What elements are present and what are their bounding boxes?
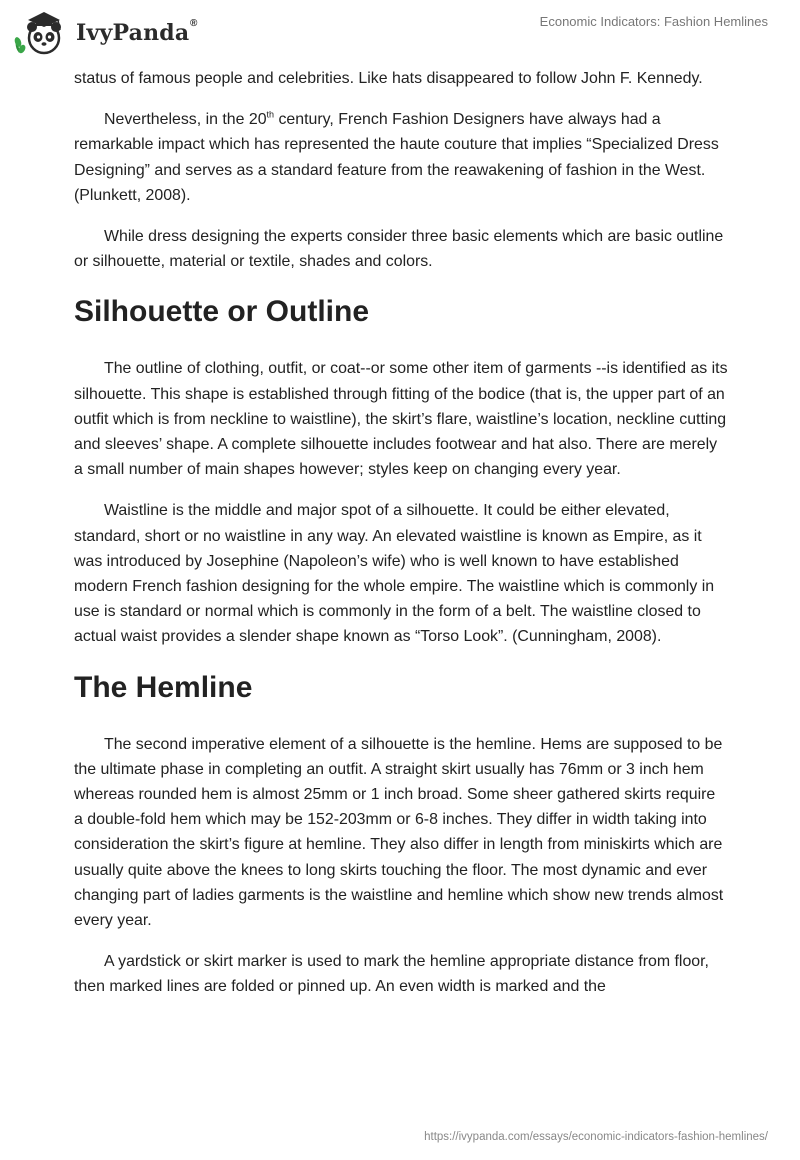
paragraph-text: Nevertheless, in the 20 [104,111,267,129]
paragraph-text: century, French Fashion Designers have always had a remarkable impact which has represented the haute couture that implies “Specialized Dress Designing” and serves as a standard feature from the reawakening of fashion in the West. (Plunkett, 2008). [74,111,719,204]
source-url-link[interactable]: https://ivypanda.com/essays/economic-indicators-fashion-hemlines/ [424,1131,768,1143]
paragraph: The second imperative element of a silhouette is the hemline. Hems are supposed to be the ultimate phase in completing an outfit. A straight skirt usually has 76mm or 3 inch hem whereas rounded hem is almost 25mm or 1 inch broad. Some sheer gathered skirts require a double-fold hem which may be 152-203mm or 6-8 inches. They differ in width taking into consideration the skirt’s figure at hemline. They also differ in length from miniskirts which are usually quite above the knees to long skirts touching the floor. The most dynamic and ever changing part of ladies garments is the waistline and hemline which show new trends almost every year. [74,735,724,930]
registered-mark: ® [190,18,198,29]
section-heading: Silhouette or Outline [74,295,370,329]
section-heading: The Hemline [74,670,253,704]
superscript: th [266,109,275,120]
paragraph: status of famous people and celebrities. Like hats disappeared to follow John F. Kennedy. [74,70,703,87]
document-title: Economic Indicators: Fashion Hemlines [539,14,768,29]
paragraph: Waistline is the middle and major spot of a silhouette. It could be either elevated, standard, short or no waistline in any way. An elevated waistline is known as Empire, as it was introduced by Josephine (Napoleon’s wife) who is well known to have established modern French fashion designing for the whole empire. The waistline which is commonly in use is standard or normal which is commonly in the form of a belt. The waistline closed to actual waist provides a slender shape known as “Torso Look”. (Cunningham, 2008). [74,502,715,646]
paragraph [74,107,728,208]
paragraph: While dress designing the experts consider three basic elements which are basic outline or silhouette, material or textile, shades and colors. [74,228,724,271]
essay-content [74,66,728,1000]
paragraph: The outline of clothing, outfit, or coat--or some other item of garments --is identified as its silhouette. This shape is established through fitting of the bodice (that is, the upper part of an outfit which is from neckline to waistline), the skirt’s flare, waistline’s location, neckline cutting and sleeves’ shape. A complete silhouette includes footwear and hat also. There are merely a small number of main shapes however; styles keep on changing every year. [74,360,728,479]
page-header [0,0,800,62]
ivypanda-logo[interactable] [14,8,204,56]
brand-name: IvyPanda [76,20,190,46]
panda-graduate-icon [14,8,70,56]
paragraph: A yardstick or skirt marker is used to mark the hemline appropriate distance from floor, then marked lines are folded or pinned up. An even width is marked and the [74,953,709,996]
